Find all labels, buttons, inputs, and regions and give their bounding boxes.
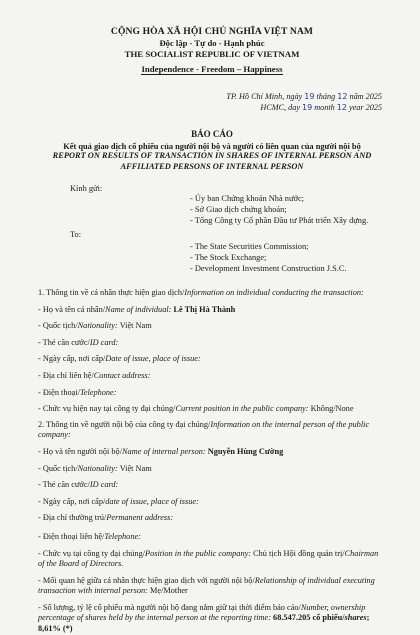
section2-ownership <box>38 603 384 635</box>
field-label-vn: - Mối quan hệ giữa cá nhân thực hiện giao dịch với người nội bộ/ <box>38 575 255 585</box>
section2-position <box>38 549 384 570</box>
recipient-vn: - Tổng Công ty Cổ phần Đầu tư Phát triển Xây dựng. <box>190 216 369 225</box>
recipients <box>38 184 386 274</box>
field-value-en: shares <box>344 613 367 623</box>
field-label-en: ID card: <box>89 337 119 347</box>
field-value-separator: ; <box>366 613 370 623</box>
field-label-en: Nationality: <box>77 463 118 473</box>
field-label-en: Name of individual: <box>105 304 172 314</box>
recipients-label-vn: Kính gửi: <box>70 184 103 193</box>
report-body <box>38 288 386 635</box>
section2-heading <box>38 420 384 441</box>
field-label-vn: - Số lượng, tỷ lệ cổ phiếu mà người nội bộ đang nắm giữ tại thời điểm báo cáo/ <box>38 602 301 612</box>
header-country-en: THE SOCIALIST REPUBLIC OF VIETNAM <box>124 49 300 59</box>
section1-heading-vn: 1. Thông tin về cá nhân thực hiện giao dịch/ <box>38 288 185 297</box>
field-value-en: Chairman of the Board of Directors. <box>38 548 379 569</box>
date-en-prefix: HCMC, day <box>260 103 300 112</box>
field-value: 68.547.205 cổ phiếu/ <box>273 613 345 623</box>
section2-id-card <box>38 480 384 491</box>
field-label-en: date of issue, place of issue: <box>105 496 199 506</box>
section1-issue <box>38 354 384 365</box>
field-value: Không/None <box>310 404 354 414</box>
header-country-vn: CỘNG HÒA XÃ HỘI CHỦ NGHĨA VIỆT NAM <box>110 26 314 37</box>
field-label-en: Number, ownership percentage of shares held by the internal person at the reporting time: <box>38 602 366 623</box>
document-header <box>38 26 386 77</box>
document-date <box>38 91 386 113</box>
recipient-vn: - Sở Giao dịch chứng khoán; <box>190 205 287 214</box>
section2-relationship <box>38 576 384 597</box>
date-en-month: 12 <box>336 103 347 112</box>
section1-heading-en: Information on individual conducting the transaction: <box>184 288 364 297</box>
section2-issue <box>38 497 384 508</box>
report-subtitle-en-2: AFFILIATED PERSONS OF INTERNAL PERSON <box>120 161 304 171</box>
recipients-list-vn <box>38 193 386 226</box>
field-label-vn: - Chức vụ hiện nay tại công ty đại chúng/ <box>38 404 176 414</box>
field-label-en: Contact address: <box>93 370 151 380</box>
section1-heading <box>38 288 384 299</box>
field-label-vn: - Điện thoại/ <box>38 387 80 397</box>
recipient-en: - The Stock Exchange; <box>190 253 267 262</box>
field-label-en: Current position in the public company: <box>175 404 309 414</box>
section2-heading-vn: 2. Thông tin về người nội bộ của công ty đại chúng/ <box>38 419 211 429</box>
date-vn-year: năm 2025 <box>349 92 382 101</box>
recipient-vn: - Ủy ban Chứng khoán Nhà nước; <box>190 194 304 203</box>
field-value: Mẹ/Mother <box>150 586 188 596</box>
recipients-label-en: To: <box>70 230 82 239</box>
section2-heading-en: Information on the internal person of the public company: <box>38 419 370 440</box>
field-label-vn: - Họ và tên cá nhân/ <box>38 304 106 314</box>
section2-name <box>38 447 384 458</box>
field-value: Nguyễn Hùng Cường <box>207 446 284 456</box>
field-label-vn: - Địa chỉ liên hệ/ <box>38 370 94 380</box>
field-label-en: ID card: <box>89 480 119 490</box>
field-label-en: Permanent address: <box>106 513 174 523</box>
date-en-month-label: month <box>314 103 335 112</box>
field-value: Việt Nam <box>119 321 152 331</box>
field-value-vn: Chủ tịch Hội đồng quản trị/ <box>253 548 345 558</box>
section1-phone <box>38 388 384 399</box>
field-label-vn: - Họ và tên người nội bộ/ <box>38 446 123 456</box>
date-en <box>38 102 382 113</box>
field-label-vn: - Quốc tịch/ <box>38 321 78 331</box>
field-label-vn: - Thẻ căn cước/ <box>38 480 90 490</box>
field-label-vn: - Thẻ căn cước/ <box>38 337 90 347</box>
report-title-block <box>38 129 386 172</box>
field-label-en: Name of internal person: <box>122 446 206 456</box>
field-label-en: Nationality: <box>77 321 118 331</box>
section2-address <box>38 513 384 524</box>
field-label-vn: - Điện thoại liên hệ/ <box>38 531 105 541</box>
section1-position <box>38 404 384 415</box>
field-value-percentage: 8,61% (*) <box>38 624 73 634</box>
field-label-vn: - Ngày cấp, nơi cấp/ <box>38 496 106 506</box>
field-value: Việt Nam <box>119 463 152 473</box>
recipient-en: - Development Investment Construction J.S.C. <box>190 264 347 273</box>
field-label-vn: - Quốc tịch/ <box>38 463 78 473</box>
date-vn-day: 19 <box>304 92 315 101</box>
field-label-en: Date of issue, place of issue: <box>105 354 201 364</box>
field-label-en: Relationship of individual executing transaction with internal person: <box>38 575 375 596</box>
report-subtitle-en-1: REPORT ON RESULTS OF TRANSACTION IN SHARES OF INTERNAL PERSON AND <box>52 151 372 160</box>
header-motto-en: Independence - Freedom – Happiness <box>141 64 283 74</box>
date-vn-prefix: TP. Hồ Chí Minh, ngày <box>226 92 303 101</box>
field-label-vn: - Ngày cấp, nơi cấp/ <box>38 354 106 364</box>
date-en-day: 19 <box>302 103 313 112</box>
field-label-en: Position in the public company: <box>145 548 252 558</box>
date-vn-month: 12 <box>337 92 348 101</box>
header-motto-vn: Độc lập - Tự do - Hạnh phúc <box>159 38 265 48</box>
section1-name <box>38 305 384 316</box>
section1-address <box>38 371 384 382</box>
report-title: BÁO CÁO <box>191 129 233 139</box>
section1-nationality <box>38 321 384 332</box>
date-vn-month-label: tháng <box>316 92 336 101</box>
recipients-list-en <box>38 241 386 274</box>
section1-id-card <box>38 338 384 349</box>
section2-nationality <box>38 464 384 475</box>
field-label-vn: - Địa chỉ thường trú/ <box>38 513 107 523</box>
field-label-en: Telephone: <box>79 387 117 397</box>
section2-phone <box>38 532 384 543</box>
field-label-en: Telephone: <box>104 531 141 541</box>
field-value: Lê Thị Hà Thành <box>173 304 236 314</box>
field-label-vn: - Chức vụ tại công ty đại chúng/ <box>38 548 146 558</box>
report-subtitle-vn: Kết quả giao dịch cổ phiếu của người nội bộ và người có liên quan của người nội bộ <box>63 142 361 151</box>
recipient-en: - The State Securities Commission; <box>190 242 309 251</box>
date-en-year: year 2025 <box>349 103 382 112</box>
date-vn <box>38 91 382 102</box>
